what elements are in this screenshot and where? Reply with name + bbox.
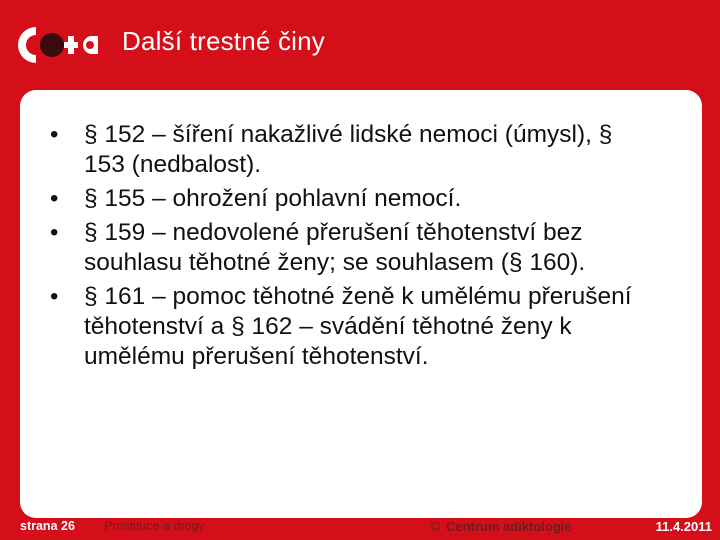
bullet-text: § 159 – nedovolené přerušení těhotenství bez souhlasu těhotné ženy; se souhlasem (§ 160). — [84, 219, 586, 276]
bullet-text: § 152 – šíření nakažlivé lidské nemoci (úmysl), § 153 (nedbalost). — [84, 121, 613, 178]
date: 11.4.2011 — [655, 519, 712, 534]
bullet-item — [20, 282, 660, 372]
bullet-icon: • — [50, 121, 59, 148]
copyright-icon: © — [430, 518, 441, 534]
bullet-icon: • — [50, 185, 59, 212]
slide-title: Další trestné činy — [122, 26, 326, 56]
bullet-item — [20, 120, 660, 180]
bullet-text: § 155 – ohrožení pohlavní nemocí. — [84, 185, 462, 212]
content-panel — [20, 90, 702, 518]
brand — [430, 518, 572, 534]
page-number: strana 26 — [20, 519, 75, 533]
bullet-text: § 161 – pomoc těhotné ženě k umělému přerušení těhotenství a § 162 – svádění těhotné ženy k umělému přerušení těhotenství. — [84, 283, 632, 370]
bullet-list — [20, 120, 660, 376]
brand-name: Centrum adiktologie — [445, 519, 572, 534]
course-name: Prostituce a drogy — [104, 519, 205, 533]
bullet-item — [20, 218, 660, 278]
cea-logo-icon — [14, 22, 102, 68]
bullet-icon: • — [50, 219, 59, 246]
footer — [0, 515, 720, 540]
bullet-icon: • — [50, 283, 59, 310]
bullet-item — [20, 184, 660, 214]
